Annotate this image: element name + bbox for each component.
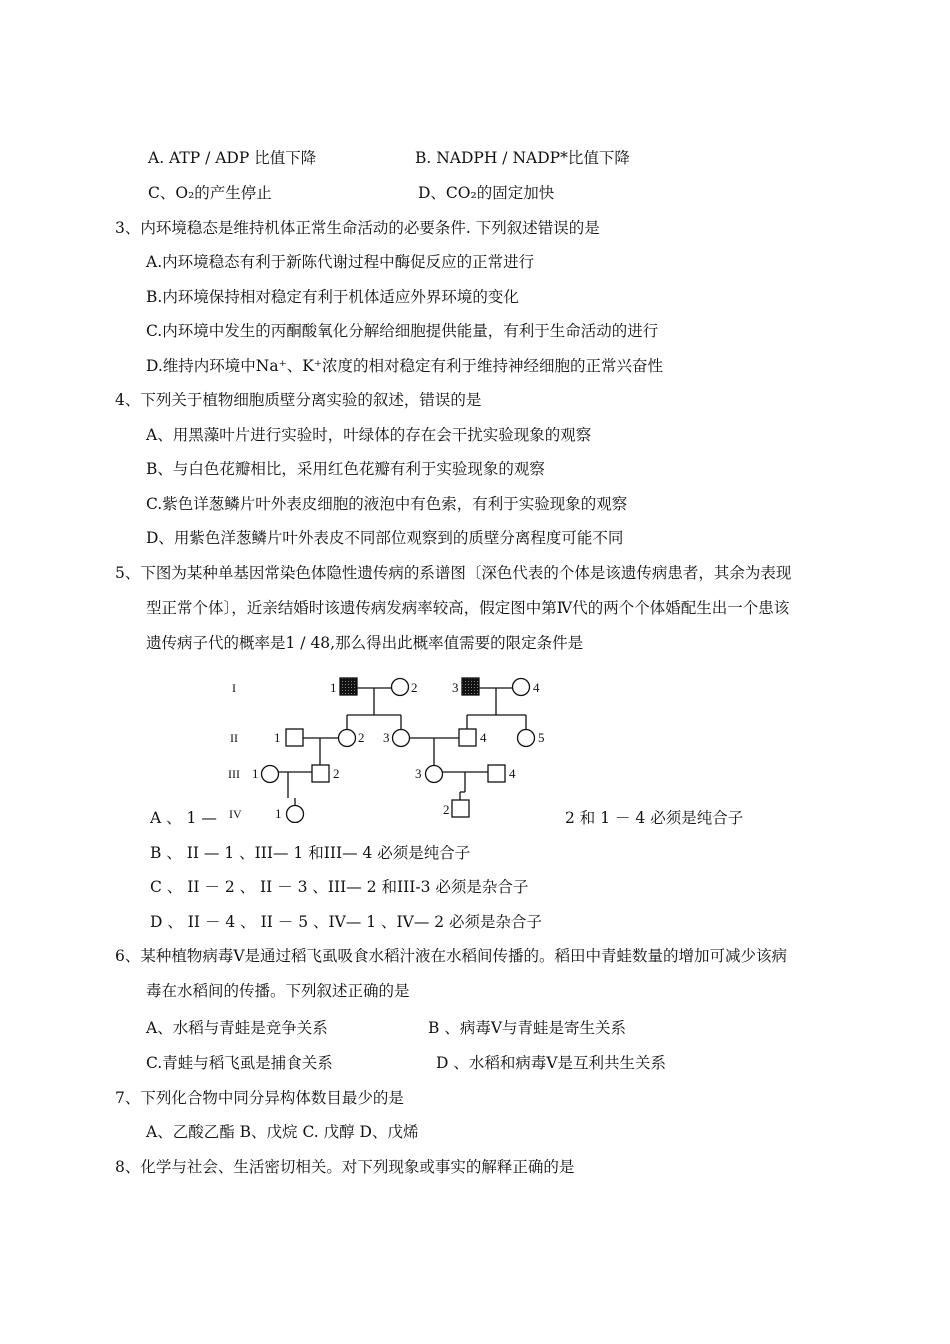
pedigree-II-4-male [459, 729, 476, 746]
q7-stem: 7、下列化合物中同分异构体数目最少的是 [115, 1089, 404, 1107]
q6-option-a: A、水稻与青蛙是竞争关系 [146, 1019, 328, 1037]
pedigree-IV-1-female [287, 806, 304, 823]
pedigree-num-II-3: 3 [383, 730, 390, 745]
pedigree-I-3-affected-male [462, 678, 479, 695]
q6-option-c: C.青蛙与稻飞虱是捕食关系 [146, 1054, 333, 1072]
pedigree-gen-label-1: I [232, 681, 236, 695]
pedigree-II-3-female [393, 730, 410, 747]
pedigree-num-II-2: 2 [358, 730, 365, 745]
q3-option-c: C.内环境中发生的丙酮酸氧化分解给细胞提供能量，有利于生命活动的进行 [146, 322, 659, 340]
pedigree-num-III-3: 3 [415, 766, 422, 781]
pedigree-I-1-affected-male [340, 678, 357, 695]
q5-option-d: D 、 II － 4 、 II － 5 、IV— 1 、IV— 2 必须是杂合子 [150, 913, 543, 931]
q5-stem-line1: 5、下图为某种单基因常染色体隐性遗传病的系谱图〔深色代表的个体是该遗传病患者，其余为表现 [115, 564, 792, 582]
pedigree-IV-2-male [452, 800, 469, 817]
q6-option-b: B 、病毒V与青蛙是寄生关系 [428, 1019, 627, 1037]
pedigree-num-II-1: 1 [274, 730, 281, 745]
q4-option-d: D、用紫色洋葱鳞片叶外表皮不同部位观察到的质壁分离程度可能不同 [146, 529, 624, 547]
pedigree-num-II-4: 4 [480, 730, 487, 745]
pedigree-num-III-2: 2 [333, 766, 340, 781]
q5-option-a-right: 2 和 1 － 4 必须是纯合子 [565, 809, 744, 827]
pedigree-num-IV-2: 2 [443, 802, 450, 817]
q3-option-d: D.维持内环境中Na⁺、K⁺浓度的相对稳定有利于维持神经细胞的正常兴奋性 [146, 357, 664, 375]
pedigree-gen-label-2: II [230, 731, 238, 745]
pedigree-num-III-1: 1 [252, 766, 259, 781]
q5-option-c: C 、 II － 2 、 II － 3 、III— 2 和III-3 必须是杂合子 [150, 878, 529, 896]
pedigree-num-I-1: 1 [330, 680, 337, 695]
q6-stem-line2: 毒在水稻间的传播。下列叙述正确的是 [146, 982, 410, 1000]
q2-option-c: C、O₂的产生停止 [148, 184, 272, 202]
pedigree-num-III-4: 4 [509, 766, 516, 781]
q2-option-b: B. NADPH / NADP*比值下降 [415, 149, 630, 167]
pedigree-chart [224, 668, 564, 823]
q4-stem: 4、下列关于植物细胞质壁分离实验的叙述，错误的是 [115, 391, 482, 409]
q5-option-a-left: A 、 1 — [150, 809, 217, 827]
pedigree-I-4-female [513, 679, 530, 696]
q6-option-d: D 、水稻和病毒V是互利共生关系 [436, 1054, 667, 1072]
q4-option-b: B、与白色花瓣相比，采用红色花瓣有利于实验现象的观察 [146, 460, 545, 478]
q4-option-a: A、用黑藻叶片进行实验时，叶绿体的存在会干扰实验现象的观察 [146, 426, 592, 444]
pedigree-III-4-male [488, 765, 505, 782]
q8-stem: 8、化学与社会、生活密切相关。对下列现象或事实的解释正确的是 [115, 1158, 575, 1176]
pedigree-I-2-female [392, 679, 409, 696]
pedigree-num-II-5: 5 [538, 730, 545, 745]
q3-option-a: A.内环境稳态有利于新陈代谢过程中酶促反应的正常进行 [146, 253, 535, 271]
q5-stem-line2: 型正常个体〕，近亲结婚时该遗传病发病率较高，假定图中第Ⅳ代的两个个体婚配生出一个患该 [146, 599, 790, 617]
pedigree-II-5-female [518, 730, 535, 747]
q7-options: A、乙酸乙酯 B、戊烷 C. 戊醇 D、戊烯 [146, 1123, 419, 1141]
q5-stem-line3: 遗传病子代的概率是1 / 48,那么得出此概率值需要的限定条件是 [146, 634, 584, 652]
pedigree-gen-label-4: IV [229, 807, 242, 821]
pedigree-II-2-female [339, 730, 356, 747]
pedigree-num-IV-1: 1 [275, 806, 282, 821]
q3-option-b: B.内环境保持相对稳定有利于机体适应外界环境的变化 [146, 288, 519, 306]
q6-stem-line1: 6、某种植物病毒V是通过稻飞虱吸食水稻汁液在水稻间传播的。稻田中青蛙数量的增加可减少该病 [115, 947, 788, 965]
pedigree-num-I-2: 2 [411, 680, 418, 695]
pedigree-num-I-3: 3 [452, 680, 459, 695]
pedigree-III-3-female [426, 766, 443, 783]
q4-option-c: C.紫色详葱鳞片叶外表皮细胞的液泡中有色索，有利于实验现象的观察 [146, 495, 628, 513]
q3-stem: 3、内环境稳态是维持机体正常生命活动的必要条件. 下列叙述错误的是 [115, 219, 600, 237]
pedigree-num-I-4: 4 [533, 680, 540, 695]
pedigree-III-1-female [262, 766, 279, 783]
pedigree-II-1-male [286, 729, 303, 746]
pedigree-gen-label-3: III [228, 767, 240, 781]
q2-option-d: D、CO₂的固定加快 [418, 184, 555, 202]
q2-option-a: A. ATP / ADP 比值下降 [148, 149, 317, 167]
pedigree-III-2-male [312, 765, 329, 782]
q5-option-b: B 、 II — 1 、III— 1 和III— 4 必须是纯合子 [150, 844, 471, 862]
